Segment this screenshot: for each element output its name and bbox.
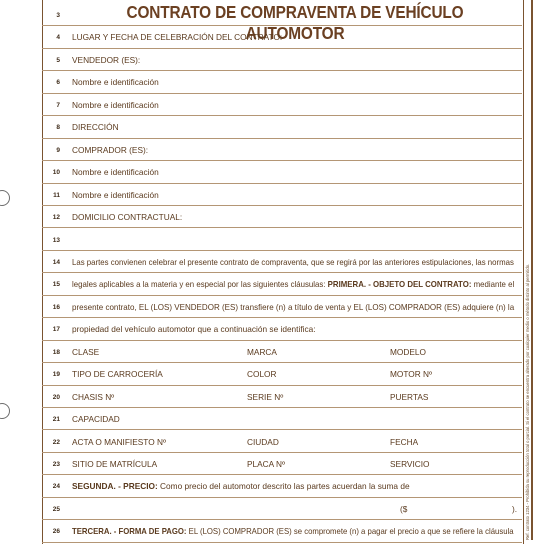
field-label: MARCA (247, 346, 277, 357)
field-label: COLOR (247, 369, 277, 380)
clause-text: DIRECCIÓN (72, 122, 119, 133)
field-label: SERIE Nº (247, 391, 284, 402)
line-7[interactable] (42, 94, 522, 116)
line-23[interactable] (42, 453, 522, 475)
line-24[interactable] (42, 475, 522, 497)
line-8[interactable] (42, 116, 522, 138)
line-number: 3 (56, 12, 60, 19)
line-number: 13 (52, 236, 60, 244)
line-13[interactable] (42, 229, 522, 251)
line-number: 24 (52, 483, 60, 491)
line-21[interactable] (42, 408, 522, 430)
line-number: 25 (52, 505, 60, 513)
clause-text: Las partes convienen celebrar el presente contrato de compraventa, que se regirá por las anteriores estipulaciones, las normas (72, 256, 514, 267)
line-number: 12 (52, 214, 60, 222)
clause-text: SEGUNDA. - PRECIO: Como precio del automotor descrito las partes acuerdan la suma de (72, 481, 410, 492)
line-6[interactable] (42, 71, 522, 93)
line-number: 19 (52, 371, 60, 379)
clause-text: LUGAR Y FECHA DE CELEBRACIÓN DEL CONTRATO: (72, 32, 283, 43)
line-number: 23 (52, 461, 60, 468)
line-number: 7 (56, 101, 60, 109)
price-amount: ($ (400, 503, 408, 514)
clause-text: VENDEDOR (ES): (72, 54, 141, 65)
contract-title: CONTRATO DE COMPRAVENTA DE VEHÍCULO AUTOMOTOR (126, 2, 464, 43)
line-4[interactable] (42, 26, 522, 48)
line-number: 17 (52, 326, 60, 334)
field-label: SITIO DE MATRÍCULA (72, 459, 158, 469)
field-label: PLACA Nº (247, 459, 286, 469)
line-number: 14 (52, 258, 60, 266)
line-11[interactable] (42, 184, 522, 206)
clause-text: Nombre e identificación (72, 99, 159, 110)
clause-text: presente contrato, EL (LOS) VENDEDOR (ES) transfiere (n) a título de venta y EL (LOS) COMPRADOR (ES) adquiere (n) la (72, 301, 515, 312)
line-3[interactable] (42, 4, 522, 26)
field-label: CLASE (72, 346, 100, 357)
side-legal-note: Ref. contrato 1234 - Prohibida su reproducción total o parcial. Si el contrato se encuentra alterado por cualquier medio o método distinto al permitido. (525, 263, 530, 540)
field-label: ACTA O MANIFIESTO Nº (72, 436, 166, 447)
line-number: 8 (56, 124, 60, 132)
line-number: 9 (56, 146, 60, 154)
line-20[interactable] (42, 386, 522, 408)
line-18[interactable] (42, 341, 522, 363)
clause-heading: PRIMERA. - OBJETO DEL CONTRATO: (327, 279, 472, 290)
line-number: 11 (53, 191, 60, 199)
clause-heading: TERCERA. - FORMA DE PAGO: (72, 526, 187, 537)
field-label: FECHA (390, 436, 419, 447)
line-25[interactable] (42, 498, 522, 520)
clause-text: Nombre e identificación (72, 167, 159, 178)
line-22[interactable] (42, 431, 522, 453)
line-16[interactable] (42, 296, 522, 318)
clause-text: legales aplicables a la materia y en especial por las siguientes cláusulas: PRIMERA. - OBJETO DEL CONTRATO: mediante el (72, 279, 515, 290)
binder-hole-top (0, 190, 10, 206)
line-10[interactable] (42, 161, 522, 183)
line-number: 6 (56, 79, 60, 87)
line-number: 26 (52, 528, 60, 536)
field-label: TIPO DE CARROCERÍA (72, 369, 163, 380)
clause-text: TERCERA. - FORMA DE PAGO: EL (LOS) COMPRADOR (ES) se compromete (n) a pagar el precio a que se refiere la cláusula (72, 526, 514, 537)
field-label: CAPACIDAD (72, 414, 120, 425)
field-label: CHASIS Nº (72, 391, 115, 402)
clause-text: DOMICILIO CONTRACTUAL: (72, 212, 183, 223)
price-amount-end: ). (512, 503, 518, 514)
binder-hole-bottom (0, 403, 10, 419)
line-19[interactable] (42, 363, 522, 385)
clause-text: COMPRADOR (ES): (72, 144, 149, 155)
line-number: 10 (52, 169, 60, 177)
line-number: 22 (52, 438, 60, 446)
line-12[interactable] (42, 206, 522, 228)
line-17[interactable] (42, 318, 522, 340)
field-label: MODELO (390, 346, 426, 357)
line-15[interactable] (42, 273, 522, 295)
line-14[interactable] (42, 251, 522, 273)
line-number: 15 (52, 281, 60, 289)
line-26[interactable] (42, 520, 522, 542)
field-label: CIUDAD (247, 436, 279, 447)
clause-text: Nombre e identificación (72, 189, 159, 200)
clause-text: propiedad del vehículo automotor que a continuación se identifica: (72, 324, 316, 335)
clause-text: Nombre e identificación (72, 77, 159, 88)
line-number: 18 (52, 348, 60, 356)
line-number: 4 (56, 34, 60, 42)
line-number: 21 (52, 416, 60, 424)
line-9[interactable] (42, 139, 522, 161)
field-label: SERVICIO (390, 459, 430, 469)
field-label: PUERTAS (390, 391, 429, 402)
field-label: MOTOR Nº (390, 369, 433, 380)
clause-heading: SEGUNDA. - PRECIO: (72, 481, 158, 492)
line-number: 20 (52, 393, 60, 401)
line-number: 16 (52, 303, 60, 311)
line-number: 5 (56, 56, 60, 64)
line-5[interactable] (42, 49, 522, 71)
